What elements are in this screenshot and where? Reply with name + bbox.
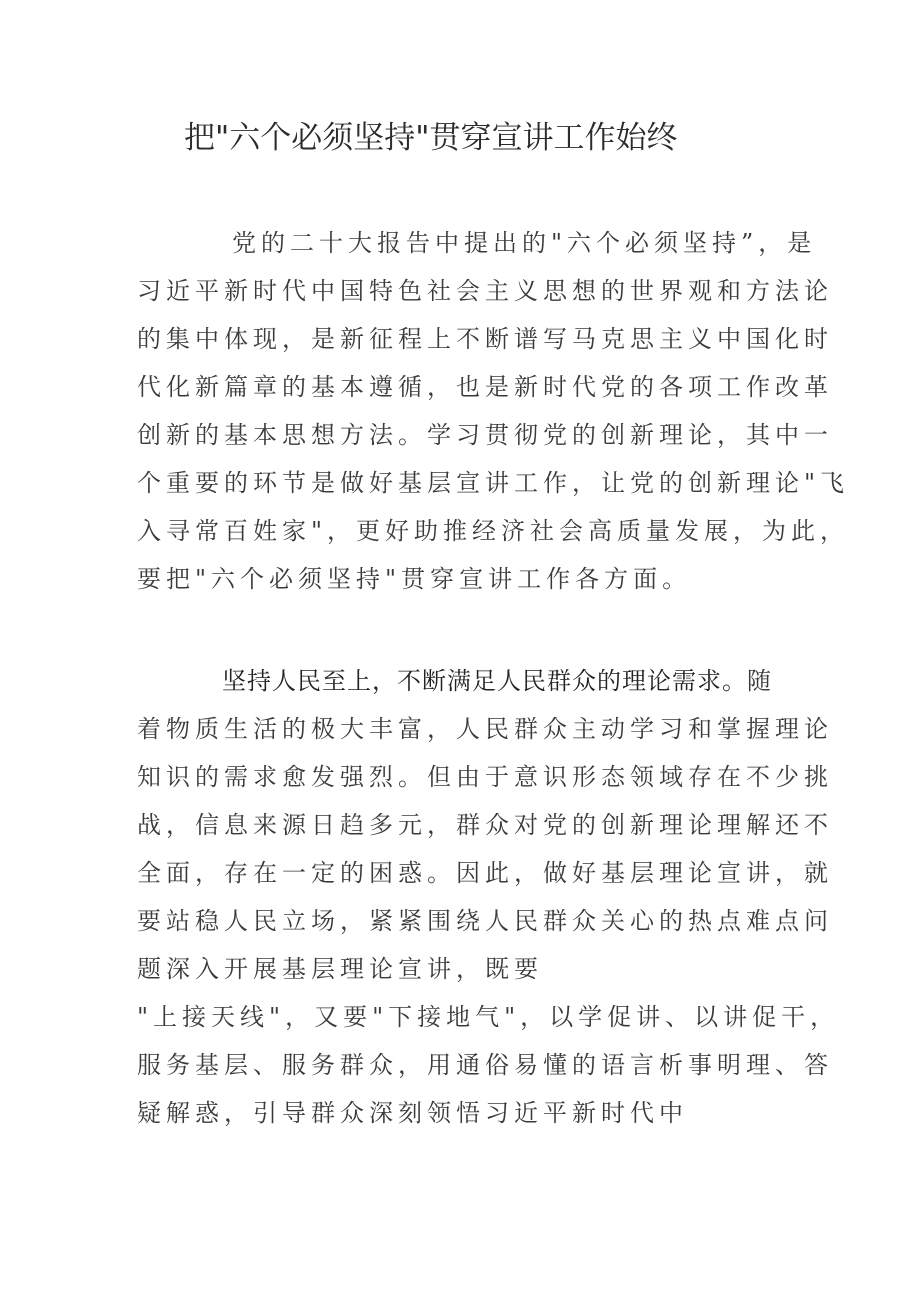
text-line: 要站稳人民立场，紧紧围绕人民群众关心的热点难点问: [137, 907, 833, 935]
text-line: 着物质生活的极大丰富，人民群众主动学习和掌握理论: [137, 715, 833, 743]
text-line: 习近平新时代中国特色社会主义思想的世界观和方法论: [137, 277, 833, 305]
text-line: "上接天线"，又要"下接地气"，以学促讲、以讲促干，: [137, 1003, 840, 1031]
text-line: 要把"六个必须坚持"贯穿宣讲工作各方面。: [137, 565, 692, 593]
text-line: 知识的需求愈发强烈。但由于意识形态领域存在不少挑: [137, 763, 833, 791]
text-line: 代化新篇章的基本遵循，也是新时代党的各项工作改革: [137, 373, 833, 401]
text-line: 题深入开展基层理论宣讲，既要: [137, 955, 543, 983]
text-line: 战，信息来源日趋多元，群众对党的创新理论理解还不: [137, 811, 833, 839]
paragraph-lead-heading: 坚持人民至上，不断满足人民群众的理论需求。: [222, 667, 747, 695]
text-line: 的集中体现，是新征程上不断谱写马克思主义中国化时: [137, 325, 833, 353]
lead-line-rest: 随: [747, 667, 776, 695]
text-line: 全面，存在一定的困惑。因此，做好基层理论宣讲，就: [137, 859, 833, 887]
document-title: 把"六个必须坚持"贯穿宣讲工作始终: [184, 120, 678, 156]
text-line: 疑解惑，引导群众深刻领悟习近平新时代中: [137, 1099, 688, 1127]
text-line: 服务基层、服务群众，用通俗易懂的语言析事明理、答: [137, 1051, 833, 1079]
text-line: 创新的基本思想方法。学习贯彻党的创新理论，其中一: [137, 421, 833, 449]
text-line: 个重要的环节是做好基层宣讲工作，让党的创新理论"飞: [137, 469, 850, 497]
text-line: 入寻常百姓家"，更好助推经济社会高质量发展，为此，: [137, 517, 850, 545]
text-line-lead: [222, 664, 776, 698]
text-line: 党的二十大报告中提出的"六个必须坚持”，是: [232, 229, 817, 257]
